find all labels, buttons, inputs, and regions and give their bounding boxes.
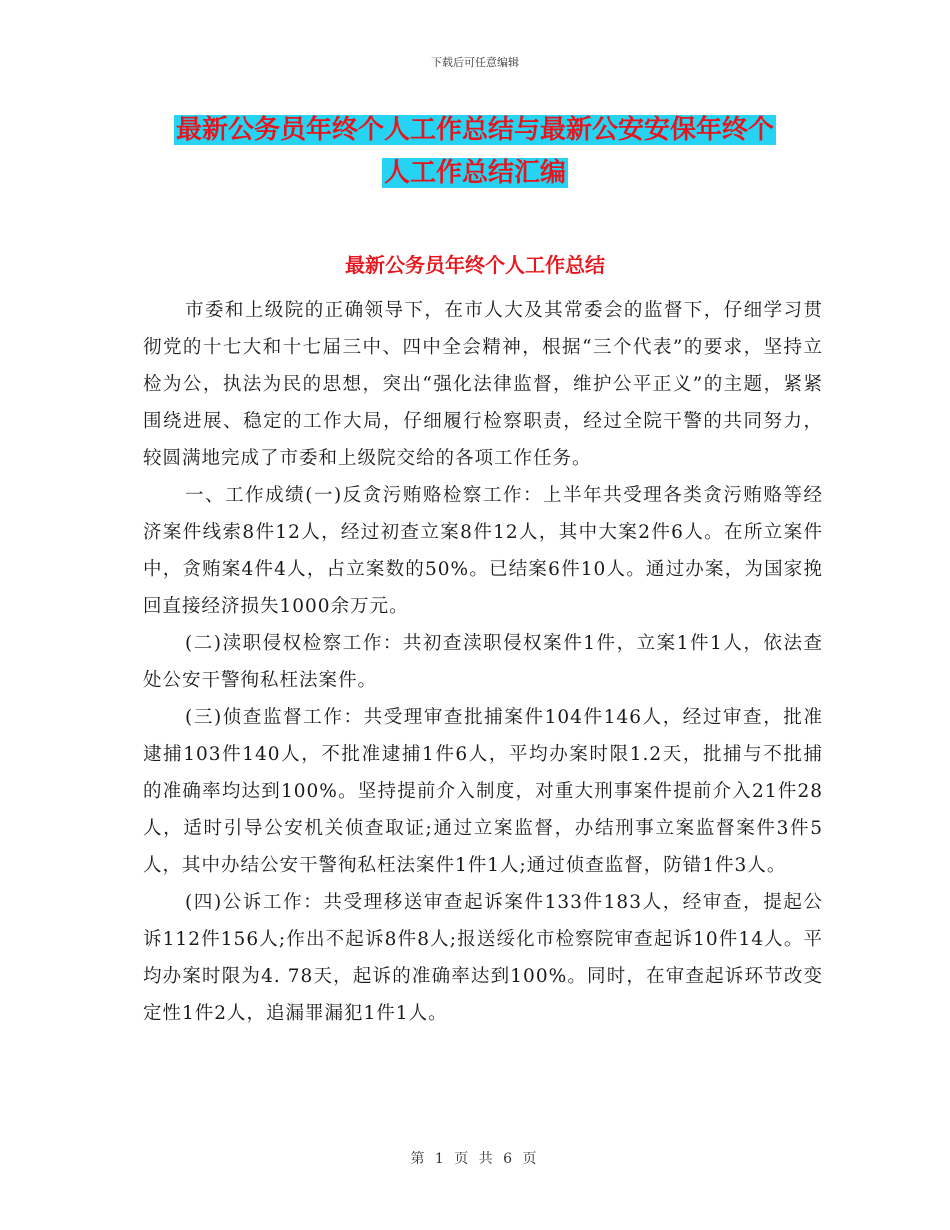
paragraph-prosecution: (四)公诉工作：共受理移送审查起诉案件133件183人，经审查，提起公诉112件156人;作出不起诉8件8人;报送绥化市检察院审查起诉10件14人。平均办案时限为4. 78天，起诉的准确率达到100%。同时，在审查起诉环节改变定性1件2人，追漏罪漏犯1件1人。: [143, 892, 823, 1024]
section-heading: 最新公务员年终个人工作总结: [345, 253, 605, 277]
paragraph-intro: 市委和上级院的正确领导下，在市人大及其常委会的监督下，仔细学习贯彻党的十七大和十七届三中、四中全会精神，根据“三个代表”的要求，坚持立检为公，执法为民的思想，突出“强化法律监督，维护公平正义”的主题，紧紧围绕进展、稳定的工作大局，仔细履行检察职责，经过全院干警的共同努力，较圆满地完成了市委和上级院交给的各项工作任务。: [143, 300, 823, 469]
page-footer: 第 1 页 共 6 页: [410, 1151, 540, 1167]
body-text: [143, 292, 823, 1032]
document-title-line-1: 最新公务员年终个人工作总结与最新公安安保年终个: [175, 115, 774, 145]
document-title-line-2: 人工作总结汇编: [383, 158, 566, 188]
paragraph-anti-corruption: 一、工作成绩(一)反贪污贿赂检察工作：上半年共受理各类贪污贿赂等经济案件线索8件12人，经过初查立案8件12人，其中大案2件6人。在所立案件中，贪贿案4件4人，占立案数的50%。已结案6件10人。通过办案，为国家挽回直接经济损失1000余万元。: [143, 485, 823, 617]
header-note: 下载后可任意编辑: [431, 56, 519, 69]
paragraph-malfeasance: (二)渎职侵权检察工作：共初查渎职侵权案件1件，立案1件1人，依法查处公安干警徇私枉法案件。: [143, 633, 823, 691]
paragraph-investigation-supervision: (三)侦查监督工作：共受理审查批捕案件104件146人，经过审查，批准逮捕103件140人，不批准逮捕1件6人，平均办案时限1.2天，批捕与不批捕的准确率均达到100%。坚持提前介入制度，对重大刑事案件提前介入21件28人，适时引导公安机关侦查取证;通过立案监督，办结刑事立案监督案件3件5人，其中办结公安干警徇私枉法案件1件1人;通过侦查监督，防错1件3人。: [143, 707, 823, 876]
